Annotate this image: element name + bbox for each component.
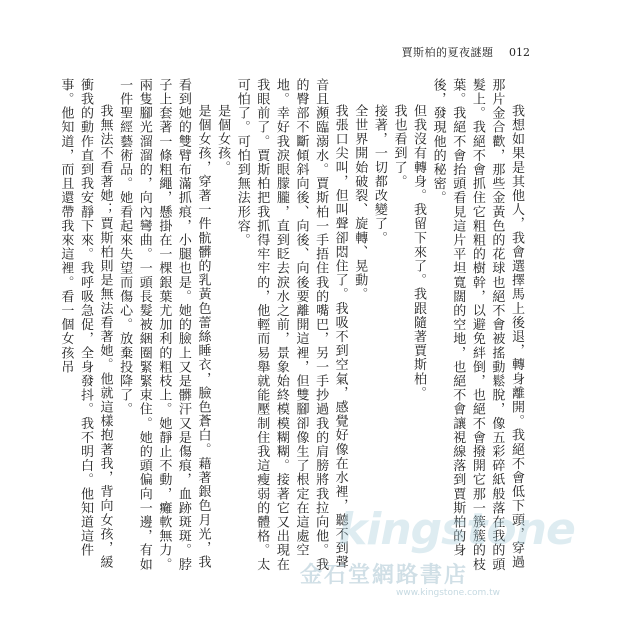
book-title: 賈斯柏的夏夜謎題 — [401, 46, 494, 59]
paragraph: 全世界開始破裂、旋轉、晃動。 — [352, 104, 368, 302]
paragraph: 是個女孩。 — [215, 104, 231, 175]
paragraph: 但我沒有轉身。我留下來了。我跟隨著賈斯柏。 — [411, 104, 427, 401]
paragraph: 我想如果是其他人，我會選擇馬上後退，轉身離開。我絕不會低下頭，穿過那片金合歡，那些金黃色的花球也絕不會被搖動鬆脫，像五彩碎紙般落在我的頭髮上。我絕不會抓住它粗粗的樹幹，以避免絆倒，也絕不會撥開它那一簇簇的枝葉。我絕不會抬頭看見這片平坦寬闊的空地，也絕不會讓視線落到賈斯柏的身後，發現他的秘密。 — [430, 78, 524, 572]
paragraph: 我無法不看著她；賈斯柏則是無法看著她。他就這樣抱著我，背向女孩，緩衝我的動作直到我安靜下來。我呼吸急促，全身發抖。我不明白。他知道這件事。他知道，而且還帶我來這裡。看一個女孩吊 — [58, 78, 113, 570]
running-header — [402, 44, 531, 60]
page-number: 012 — [509, 46, 530, 59]
paragraph: 接著，一切都改變了。 — [371, 104, 387, 245]
paragraph: 是個女孩，穿著一件骯髒的乳黃色蕾絲睡衣，臉色蒼白。藉著銀色月光，我看到她的雙臂布滿抓痕，小腿也是。她的臉上又是髒汗又是傷痕，血跡斑斑。脖子上套著一條粗繩，懸掛在一棵銀葉尤加利的粗枝上。她靜止不動，癱軟無力。兩隻腳光溜溜的，向內彎曲。一頭長髮被綑圈緊緊束住。她的頭偏向一邊，有如一件聖經藝術品。她看起來失望而傷心。放棄投降了。 — [117, 78, 211, 572]
body-text — [58, 78, 526, 583]
paragraph: 我也看到了。 — [391, 104, 407, 189]
watermark-store-name: 金石堂網路書店 — [300, 562, 469, 588]
paragraph: 我張口尖叫，但叫聲卻悶住了。我吸不到空氣，感覺好像在水裡，聽不到聲音且瀕臨溺水。賈斯柏一手捂住我的嘴巴，另一手抄過我的肩膀將我拉向他。我的臀部不斷傾斜向後、向後、向後要離開這裡，但雙腳卻像生了根定在這處空地。幸好我淚眼朦朧，直到眨去淚水之前，景象始終模模糊糊。接著它又出現在我眼前了。賈斯柏把我抓得牢牢的，他輕而易舉就能壓制住我這瘦弱的體格。太可怕了。可怕到無法形容。 — [234, 78, 348, 572]
watermark-logo: kingstone — [338, 504, 575, 555]
watermark-url: www.kingstone.com.tw — [396, 588, 501, 598]
